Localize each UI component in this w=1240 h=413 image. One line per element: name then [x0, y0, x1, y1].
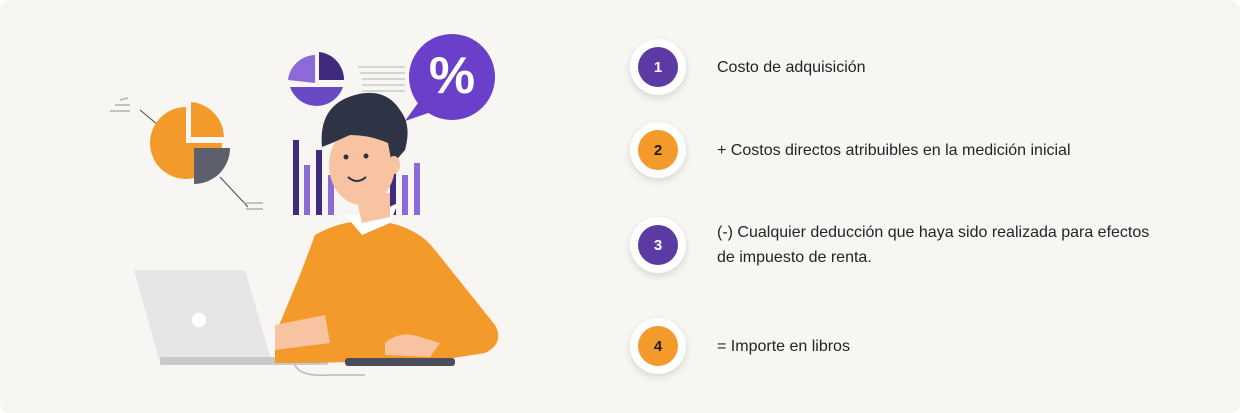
pie-chart-icon [110, 98, 263, 209]
step-number: 2 [638, 130, 678, 170]
step-2 [630, 122, 1157, 178]
step-4 [630, 318, 1157, 374]
person-at-laptop-illustration [100, 25, 520, 385]
percent-bubble-icon [405, 34, 495, 121]
step-text: + Costos directos atribuibles en la medición inicial [717, 141, 1071, 159]
step-1 [630, 39, 1157, 95]
step-badge [630, 122, 686, 178]
step-number: 1 [638, 47, 678, 87]
step-badge [630, 217, 686, 273]
step-number: 4 [638, 326, 678, 366]
step-number: 3 [638, 225, 678, 265]
svg-text:%: % [428, 47, 476, 105]
step-badge [630, 39, 686, 95]
step-3 [630, 217, 1157, 273]
step-text: = Importe en libros [717, 337, 850, 355]
person-figure [275, 93, 498, 366]
step-text: Costo de adquisición [717, 58, 866, 76]
step-badge [630, 318, 686, 374]
step-text: (-) Cualquier deducción que haya sido realizada para efectos de impuesto de renta. [717, 224, 1150, 266]
